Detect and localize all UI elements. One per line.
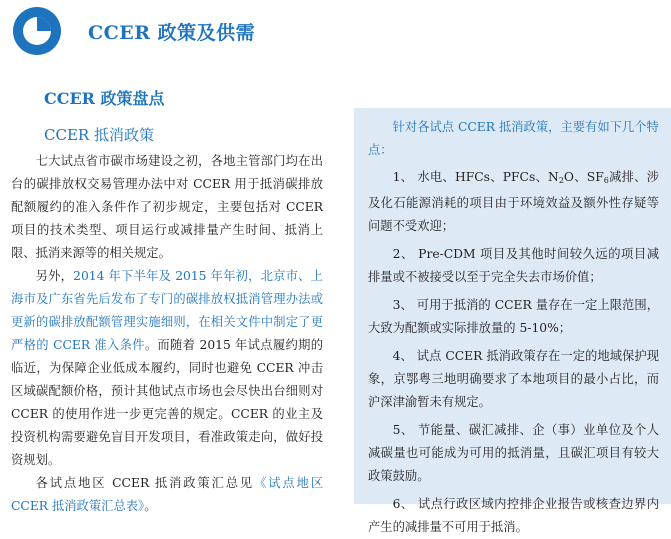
pie-chart-icon [12,6,62,56]
paragraph-2-rest: 。而随着 2015 年试点履约期的临近，为保障企业低成本履约，同时也避免 CCER 冲击区域碳配额价格，预计其他试点市场也会尽快出台细则对 CCER 的使用作进一步更完善的规定。CCER 的业主及投资机构需要避免盲目开发项目，看准政策走向，做好投资规划。 [11,338,323,467]
features-intro: 针对各试点 CCER 抵消政策，主要有如下几个特点： [368,120,659,157]
feature-1-part-c: 减排、涉及化石能源消耗的项目由于环境效益及额外性存疑等问题不受欢迎； [368,170,659,233]
feature-item-6: 6、 试点行政区域内控排企业报告或核查边界内产生的减排量不可用于抵消。 [368,497,659,534]
highlighted-text: 2014 年下半年及 2015 年年初，北京市、上海市及广东省先后发布了专门的碳排放权抵消管理办法或更新的碳排放配额管理实施细则，在相关文件中制定了更严格的 CCER 准入条件 [11,269,323,352]
subscript-6: 6 [603,176,609,185]
subsection-title: CCER 抵消政策 [44,126,154,144]
feature-item-2: 2、 Pre-CDM 项目及其他时间较久远的项目减排量或不被接受以至于完全失去市场价值； [368,247,659,284]
features-box [354,108,671,534]
section-title: CCER 政策盘点 [44,89,165,108]
feature-item-3: 3、 可用于抵消的 CCER 量存在一定上限范围，大致为配额或实际排放量的 5-10%； [368,298,659,335]
subscript-2: 2 [558,176,564,185]
paragraph-3-lead: 各试点地区 CCER 抵消政策汇总见 [35,476,255,490]
paragraph-3-end: 。 [144,499,157,513]
feature-1-part-a: 1、 水电、HFCs、PFCs、N [392,170,559,184]
summary-table-link[interactable]: 《试点地区 CCER 抵消政策汇总表》 [11,476,323,513]
feature-item-4: 4、 试点 CCER 抵消政策存在一定的地域保护现象，京鄂粤三地明确要求了本地项目的最小占比，而沪深津渝暂未有规定。 [368,349,659,409]
feature-item-5: 5、 节能量、碳汇减排、企（事）业单位及个人减碳量也可能成为可用的抵消量，且碳汇项目有较大政策鼓励。 [368,423,659,483]
paragraph-1: 七大试点省市碳市场建设之初，各地主管部门均在出台的碳排放权交易管理办法中对 CCER 用于抵消碳排放配额履约的准入条件作了初步规定，主要包括对 CCER 项目的技术类型、项目运行或减排量产生时间、抵消上限、抵消来源等的相关规定。 [11,154,323,260]
paragraph-3 [11,472,323,518]
feature-item-1 [368,166,659,238]
page-title: CCER 政策及供需 [88,22,256,44]
paragraph-2-lead: 另外， [35,269,74,283]
feature-1-part-b: O、SF [563,170,604,184]
left-column [11,150,323,518]
paragraph-2 [11,265,323,472]
